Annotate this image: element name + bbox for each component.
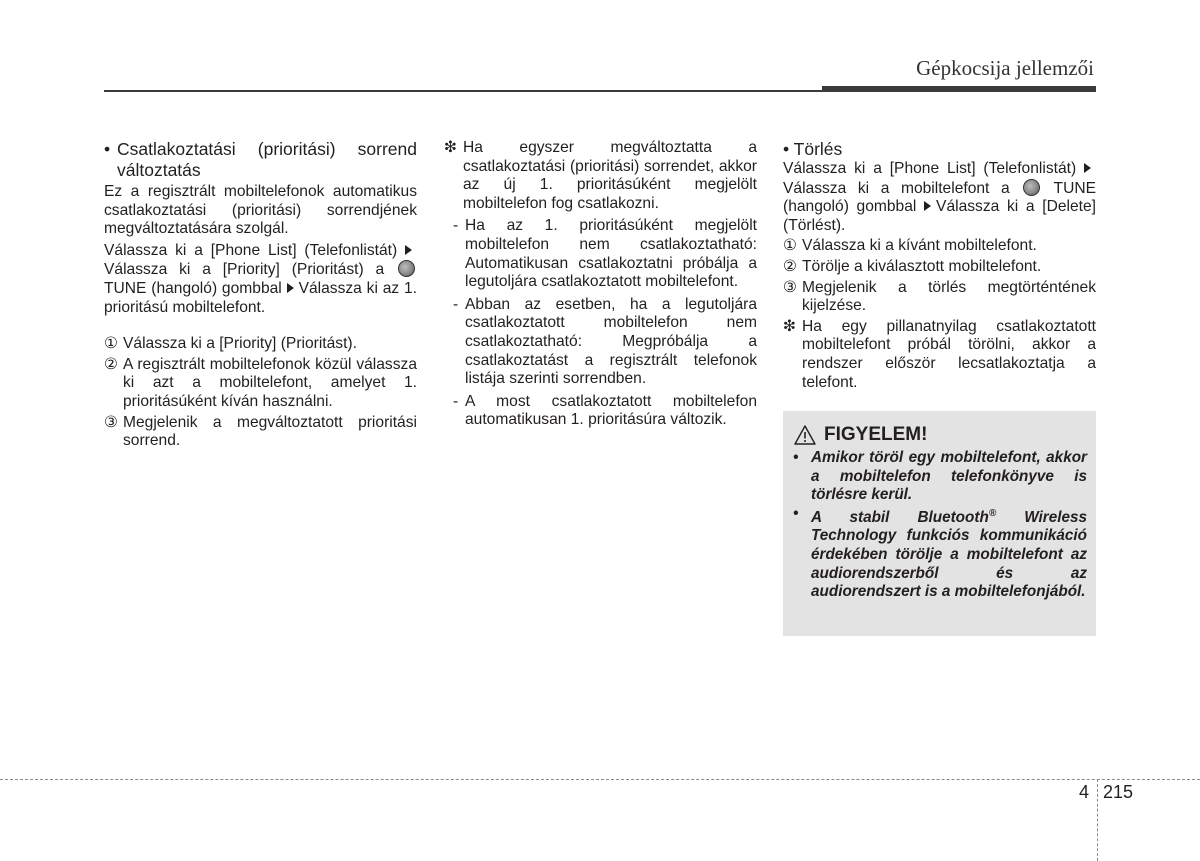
delete-step-3: ③ Megjelenik a törlés megtörténtének kijelzése.: [783, 278, 1096, 315]
priority-step-2: ② A regisztrált mobiltelefonok közül válassza ki azt a mobiltelefont, amelyet 1. prioritásúként kíván használni.: [104, 355, 417, 410]
delete-note: ❇ Ha egy pillanatnyilag csatlakoztatott mobiltelefont próbál törölni, akkor a rendszer először lecsatlakoztatja a telefont.: [783, 317, 1096, 391]
footer-vertical-divider: [1097, 779, 1098, 861]
priority-note-item-1: - Ha az 1. prioritásúként megjelölt mobiltelefon nem csatlakoztatható: Automatikusan csatlakoztatni próbálja a legutoljára csatlakoztatott mobiltelefont.: [453, 217, 757, 291]
priority-heading: • Csatlakoztatási (prioritási) sorrend változtatás: [104, 139, 417, 180]
arrow-right-icon: [405, 245, 412, 255]
column-priority-notes: [444, 139, 757, 430]
warning-list: [793, 449, 1087, 602]
column-delete: [783, 139, 1096, 392]
chapter-number: 4: [1079, 782, 1090, 802]
priority-note: ❇ Ha egyszer megváltoztatta a csatlakoztatási (prioritási) sorrendet, akkor az új 1. prioritásúként megjelölt mobiltelefon fog csatlakozni.: [444, 139, 757, 212]
warning-item-2: • A stabil Bluetooth® Wireless Technology funkciós kommunikáció érdekében törölje a mobiltelefont az audiorendszerből és az audiorendszert is a mobiltelefonjából.: [793, 504, 1087, 601]
page-number: 215: [1103, 782, 1134, 802]
priority-note-item-2: - Abban az esetben, ha a legutoljára csatlakoztatott mobiltelefon nem csatlakoztatható: Megpróbálja a csatlakoztatást a regisztrált telefonok listája szerinti sorrendben.: [453, 295, 757, 388]
section-title: Gépkocsija jellemzői: [916, 56, 1094, 80]
delete-step-2: ② Törölje a kiválasztott mobiltelefont.: [783, 257, 1042, 275]
arrow-right-icon: [1084, 163, 1091, 173]
warning-triangle-icon: [794, 425, 816, 445]
tune-knob-icon: [398, 260, 415, 277]
priority-intro: Ez a regisztrált mobiltelefonok automatikus csatlakoztatási (prioritási) sorrendjének megváltoztatására szolgál.: [104, 183, 417, 238]
delete-path: Válassza ki a [Phone List] (Telefonlistát) Válassza ki a mobiltelefont a TUNE (hangoló) gombbal Válassza ki a [Delete] (Törlést).: [783, 160, 1096, 234]
warning-title: FIGYELEM!: [824, 424, 928, 445]
header-divider-accent: [822, 86, 1096, 92]
footer-divider: [0, 779, 1200, 780]
priority-path: Válassza ki a [Phone List] (Telefonlistát) Válassza ki a [Priority] (Prioritást) a TUNE (hangoló) gombbal Válassza ki az 1. prioritású mobiltelefont.: [104, 241, 417, 316]
priority-step-1: ① Válassza ki a [Priority] (Prioritást).: [104, 335, 357, 353]
delete-step-1: ① Válassza ki a kívánt mobiltelefont.: [783, 237, 1037, 255]
priority-step-3: ③ Megjelenik a megváltoztatott prioritási sorrend.: [104, 413, 417, 450]
warning-header: [794, 424, 927, 446]
column-priority: [104, 139, 417, 451]
tune-knob-icon: [1023, 179, 1040, 196]
warning-box: [783, 411, 1096, 636]
delete-heading: • Törlés: [783, 139, 843, 159]
warning-item-1: • Amikor töröl egy mobiltelefont, akkor a mobiltelefon telefonkönyve is törlésre kerül.: [793, 449, 1087, 504]
priority-note-item-3: - A most csatlakoztatott mobiltelefon automatikusan 1. prioritásúra változik.: [453, 392, 757, 429]
arrow-right-icon: [287, 283, 294, 293]
arrow-right-icon: [924, 201, 931, 211]
